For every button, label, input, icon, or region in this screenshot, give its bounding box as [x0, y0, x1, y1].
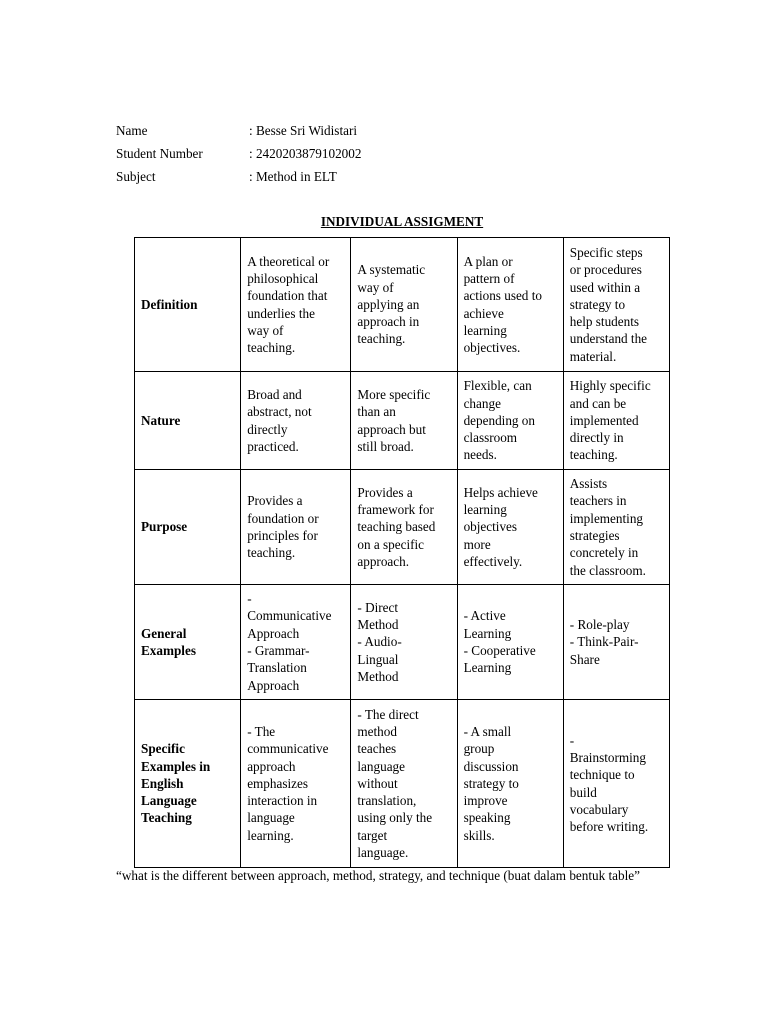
cell-line: discussion [463, 758, 519, 774]
cell-line: skills. [463, 827, 495, 843]
row-header-line: Purpose [141, 519, 188, 535]
row-header-line: English [141, 775, 184, 791]
cell-line: group [463, 741, 495, 757]
cell-line: teaching. [247, 545, 296, 561]
cell-line: using only the [357, 810, 433, 826]
table-row [135, 470, 670, 585]
table-cell [241, 238, 351, 372]
cell-line: language [357, 758, 405, 774]
cell-line: Provides a [357, 484, 413, 500]
subject-value: : Method in ELT [249, 169, 337, 184]
cell-line: Helps achieve [463, 484, 538, 500]
row-header [135, 238, 241, 372]
table-cell [351, 238, 457, 372]
cell-line: - Grammar- [247, 643, 310, 658]
cell-line: vocabulary [569, 801, 629, 817]
cell-line: framework for [357, 502, 434, 518]
cell-line: learning. [247, 827, 294, 843]
cell-line: applying an [357, 296, 420, 312]
cell-line: concretely in [569, 545, 639, 561]
cell-line: Approach [247, 677, 300, 693]
cell-line: practiced. [247, 438, 299, 454]
cell-line: more [463, 536, 491, 552]
cell-line: Communicative [247, 608, 332, 624]
document-title: INDIVIDUAL ASSIGMENT [320, 214, 484, 229]
row-header [135, 700, 241, 868]
cell-line: teaching. [247, 340, 296, 356]
cell-line: - Role-play [569, 617, 630, 633]
cell-line: objectives [463, 519, 518, 535]
cell-line: way of [357, 279, 394, 295]
cell-line: Specific steps [569, 244, 643, 260]
cell-line: abstract, not [247, 404, 312, 420]
cell-line: approach. [357, 553, 410, 569]
student-number-value: : 2420203879102002 [249, 146, 362, 161]
row-header-line: Definition [141, 296, 198, 312]
cell-line: strategy to [463, 775, 519, 791]
subject-label: Subject [116, 169, 156, 184]
table-cell [241, 585, 351, 700]
cell-line: emphasizes [247, 775, 308, 791]
cell-line: language [247, 810, 295, 826]
cell-line: - The [247, 723, 276, 739]
cell-line: and can be [569, 395, 627, 411]
table-cell [457, 700, 563, 868]
table-cell [351, 470, 457, 585]
cell-line: underlies the [247, 305, 315, 321]
cell-line: actions used to [463, 288, 542, 304]
cell-line: teaching based [357, 519, 436, 535]
cell-line: help students [569, 314, 639, 330]
table-cell [351, 372, 457, 470]
cell-line: Assists [569, 476, 608, 492]
table-cell [241, 470, 351, 585]
cell-line: Translation [247, 660, 307, 676]
cell-line: achieve [463, 305, 504, 321]
cell-line: A systematic [357, 262, 426, 278]
cell-line: strategy to [569, 296, 626, 312]
cell-line: communicative [247, 741, 329, 757]
cell-line: needs. [463, 447, 497, 463]
cell-line: learning [463, 502, 507, 518]
cell-line: still broad. [357, 438, 414, 454]
table-cell [241, 700, 351, 868]
cell-line: depending on [463, 412, 535, 428]
table-row [135, 238, 670, 372]
table-cell [563, 372, 669, 470]
cell-line: Brainstorming [569, 749, 646, 765]
table-cell [457, 585, 563, 700]
cell-line: technique to [569, 767, 635, 783]
row-header [135, 470, 241, 585]
cell-line: directly [247, 421, 288, 437]
cell-line: More specific [357, 386, 431, 402]
cell-line: speaking [463, 810, 511, 826]
cell-line: - A small [463, 723, 512, 739]
table-cell [563, 238, 669, 372]
row-header-line: Nature [141, 412, 181, 428]
assignment-question: “what is the different between approach, method, strategy, and technique (buat dalam bentuk table” [116, 868, 641, 883]
cell-line: learning [463, 322, 507, 338]
row-header-line: Teaching [141, 810, 192, 826]
cell-line: on a specific [357, 536, 425, 552]
cell-line: - The direct [357, 706, 419, 722]
row-header-line: General [141, 625, 187, 641]
cell-line: improve [463, 793, 508, 809]
cell-line: teachers in [569, 493, 627, 509]
cell-line: material. [569, 348, 617, 364]
cell-line: classroom [463, 430, 518, 446]
cell-line: Share [569, 651, 600, 667]
cell-line: Method [357, 617, 399, 633]
row-header-line: Examples [141, 643, 196, 658]
cell-line: Method [357, 668, 399, 684]
row-header-line: Examples in [141, 758, 211, 774]
cell-line: used within a [569, 279, 641, 295]
cell-line: pattern of [463, 270, 515, 286]
cell-line: Learning [463, 660, 512, 676]
cell-line: implementing [569, 510, 644, 526]
table-cell [563, 700, 669, 868]
cell-line: - Audio- [357, 634, 402, 650]
cell-line: change [463, 395, 501, 411]
cell-line: effectively. [463, 553, 523, 569]
cell-line: Approach [247, 625, 300, 641]
cell-line: Provides a [247, 493, 303, 509]
table-cell [351, 700, 457, 868]
cell-line: target [357, 827, 388, 843]
cell-line: teaching. [569, 447, 618, 463]
table-cell [563, 470, 669, 585]
cell-line: translation, [357, 793, 417, 809]
table-cell [457, 238, 563, 372]
name-value: : Besse Sri Widistari [249, 123, 358, 138]
cell-line: objectives. [463, 340, 521, 356]
row-header [135, 372, 241, 470]
cell-line: foundation that [247, 288, 328, 304]
cell-line: approach [247, 758, 296, 774]
cell-line: method [357, 723, 397, 739]
cell-line: or procedures [569, 262, 642, 278]
cell-line: approach in [357, 314, 420, 330]
cell-line: A plan or [463, 253, 513, 269]
table-row [135, 700, 670, 868]
cell-line: - [247, 591, 252, 607]
cell-line: build [569, 784, 597, 800]
row-header-line: Language [141, 793, 197, 809]
cell-line: A theoretical or [247, 253, 330, 269]
cell-line: foundation or [247, 510, 319, 526]
cell-line: Highly specific [569, 378, 651, 394]
cell-line: teaching. [357, 331, 406, 347]
name-label: Name [116, 123, 148, 138]
cell-line: - Cooperative [463, 643, 536, 658]
cell-line: Learning [463, 625, 512, 641]
cell-line: without [357, 775, 398, 791]
cell-line: strategies [569, 528, 620, 543]
cell-line: Broad and [247, 386, 302, 402]
cell-line: Flexible, can [463, 378, 532, 394]
cell-line: philosophical [247, 270, 319, 286]
cell-line: - Direct [357, 599, 399, 615]
cell-line: teaches [357, 741, 397, 757]
student-number-label: Student Number [116, 146, 203, 161]
table-cell [241, 372, 351, 470]
comparison-table [134, 237, 670, 868]
row-header-line: Specific [141, 741, 185, 757]
cell-line: approach but [357, 421, 426, 437]
row-header [135, 585, 241, 700]
cell-line: way of [247, 322, 284, 338]
cell-line: language. [357, 845, 409, 861]
cell-line: principles for [247, 528, 318, 543]
table-cell [457, 372, 563, 470]
table-row [135, 372, 670, 470]
table-row [135, 585, 670, 700]
table-cell [457, 470, 563, 585]
cell-line: - [569, 732, 575, 748]
cell-line: - Think-Pair- [569, 634, 639, 650]
table-cell [563, 585, 669, 700]
cell-line: before writing. [569, 819, 649, 835]
cell-line: the classroom. [569, 562, 646, 578]
cell-line: implemented [569, 412, 639, 428]
cell-line: - Active [463, 608, 506, 624]
cell-line: directly in [569, 430, 624, 446]
table-cell [351, 585, 457, 700]
cell-line: than an [357, 404, 396, 420]
cell-line: Lingual [357, 651, 399, 667]
cell-line: understand the [569, 331, 648, 347]
cell-line: interaction in [247, 793, 318, 809]
